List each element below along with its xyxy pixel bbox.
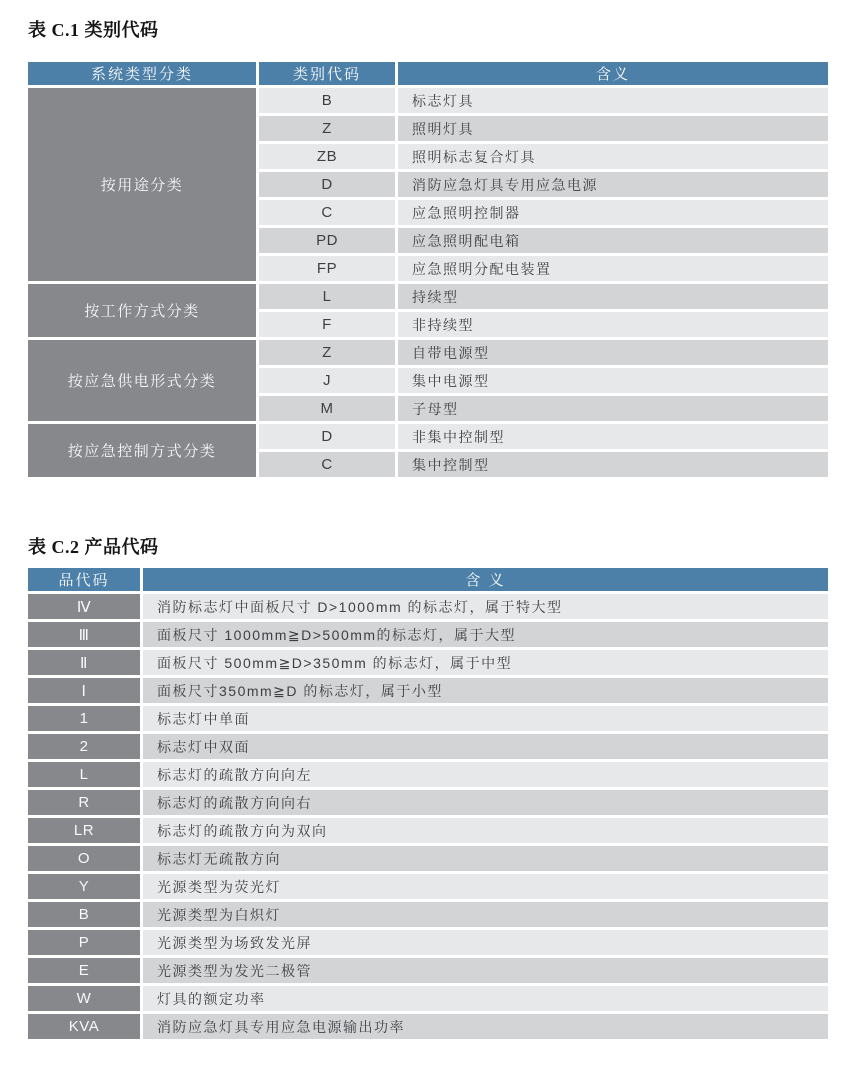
meaning-cell: 标志灯的疏散方向向左 <box>143 762 828 787</box>
meaning-cell: 消防应急灯具专用应急电源输出功率 <box>143 1014 828 1039</box>
code-cell: C <box>259 200 395 225</box>
meaning-cell: 标志灯无疏散方向 <box>143 846 828 871</box>
code-cell: ZB <box>259 144 395 169</box>
product-code-cell: L <box>28 762 140 787</box>
category-group-cell: 按应急控制方式分类 <box>28 424 256 477</box>
table-row <box>28 734 828 759</box>
code-cell: D <box>259 172 395 197</box>
category-group-cell: 按用途分类 <box>28 88 256 281</box>
c1-header-meaning: 含义 <box>398 62 828 85</box>
code-cell: FP <box>259 256 395 281</box>
meaning-cell: 持续型 <box>398 284 828 309</box>
meaning-cell: 灯具的额定功率 <box>143 986 828 1011</box>
product-code-cell: KVA <box>28 1014 140 1039</box>
table-row <box>28 678 828 703</box>
code-cell: F <box>259 312 395 337</box>
table-row <box>28 622 828 647</box>
code-cell: Z <box>259 340 395 365</box>
code-cell: B <box>259 88 395 113</box>
category-group-cell: 按应急供电形式分类 <box>28 340 256 421</box>
table-c2 <box>25 565 831 1042</box>
table-c2-header-row <box>28 568 828 591</box>
meaning-cell: 标志灯的疏散方向向右 <box>143 790 828 815</box>
meaning-cell: 自带电源型 <box>398 340 828 365</box>
product-code-cell: W <box>28 986 140 1011</box>
meaning-cell: 非集中控制型 <box>398 424 828 449</box>
code-cell: PD <box>259 228 395 253</box>
meaning-cell: 光源类型为荧光灯 <box>143 874 828 899</box>
table-c1 <box>25 59 831 480</box>
meaning-cell: 消防标志灯中面板尺寸 D>1000mm 的标志灯，属于特大型 <box>143 594 828 619</box>
product-code-cell: Ⅲ <box>28 622 140 647</box>
table-row <box>28 902 828 927</box>
product-code-cell: 2 <box>28 734 140 759</box>
meaning-cell: 面板尺寸 1000mm≧D>500mm的标志灯，属于大型 <box>143 622 828 647</box>
table-c1-title: 表 C.1 类别代码 <box>28 20 159 40</box>
meaning-cell: 标志灯中单面 <box>143 706 828 731</box>
table-row <box>28 818 828 843</box>
code-cell: J <box>259 368 395 393</box>
meaning-cell: 光源类型为白炽灯 <box>143 902 828 927</box>
product-code-cell: E <box>28 958 140 983</box>
meaning-cell: 光源类型为发光二极管 <box>143 958 828 983</box>
code-cell: Z <box>259 116 395 141</box>
product-code-cell: LR <box>28 818 140 843</box>
meaning-cell: 应急照明控制器 <box>398 200 828 225</box>
table-row <box>28 650 828 675</box>
table-row <box>28 874 828 899</box>
meaning-cell: 应急照明配电箱 <box>398 228 828 253</box>
meaning-cell: 面板尺寸 500mm≧D>350mm 的标志灯，属于中型 <box>143 650 828 675</box>
product-code-cell: Ⅱ <box>28 650 140 675</box>
c2-header-meaning: 含 义 <box>143 568 828 591</box>
table-row <box>28 762 828 787</box>
meaning-cell: 非持续型 <box>398 312 828 337</box>
code-cell: D <box>259 424 395 449</box>
product-code-cell: P <box>28 930 140 955</box>
table-c1-header-row <box>28 62 828 85</box>
table-row <box>28 284 828 309</box>
product-code-cell: B <box>28 902 140 927</box>
product-code-cell: Y <box>28 874 140 899</box>
c1-header-system-type: 系统类型分类 <box>28 62 256 85</box>
table-row <box>28 1014 828 1039</box>
table-row <box>28 790 828 815</box>
table-row <box>28 424 828 449</box>
meaning-cell: 面板尺寸350mm≧D 的标志灯，属于小型 <box>143 678 828 703</box>
meaning-cell: 光源类型为场致发光屏 <box>143 930 828 955</box>
meaning-cell: 子母型 <box>398 396 828 421</box>
meaning-cell: 标志灯的疏散方向为双向 <box>143 818 828 843</box>
table-row <box>28 706 828 731</box>
code-cell: M <box>259 396 395 421</box>
table-row <box>28 986 828 1011</box>
c1-header-category-code: 类别代码 <box>259 62 395 85</box>
code-cell: L <box>259 284 395 309</box>
meaning-cell: 标志灯具 <box>398 88 828 113</box>
product-code-cell: 1 <box>28 706 140 731</box>
product-code-cell: R <box>28 790 140 815</box>
meaning-cell: 照明灯具 <box>398 116 828 141</box>
meaning-cell: 应急照明分配电装置 <box>398 256 828 281</box>
product-code-cell: O <box>28 846 140 871</box>
code-cell: C <box>259 452 395 477</box>
c2-header-product-code: 品代码 <box>28 568 140 591</box>
product-code-cell: Ⅰ <box>28 678 140 703</box>
table-row <box>28 958 828 983</box>
table-row <box>28 594 828 619</box>
table-row <box>28 846 828 871</box>
table-row <box>28 340 828 365</box>
table-c2-title: 表 C.2 产品代码 <box>28 537 159 557</box>
product-code-cell: Ⅳ <box>28 594 140 619</box>
meaning-cell: 消防应急灯具专用应急电源 <box>398 172 828 197</box>
category-group-cell: 按工作方式分类 <box>28 284 256 337</box>
meaning-cell: 集中电源型 <box>398 368 828 393</box>
meaning-cell: 标志灯中双面 <box>143 734 828 759</box>
table-row <box>28 88 828 113</box>
meaning-cell: 集中控制型 <box>398 452 828 477</box>
table-row <box>28 930 828 955</box>
meaning-cell: 照明标志复合灯具 <box>398 144 828 169</box>
